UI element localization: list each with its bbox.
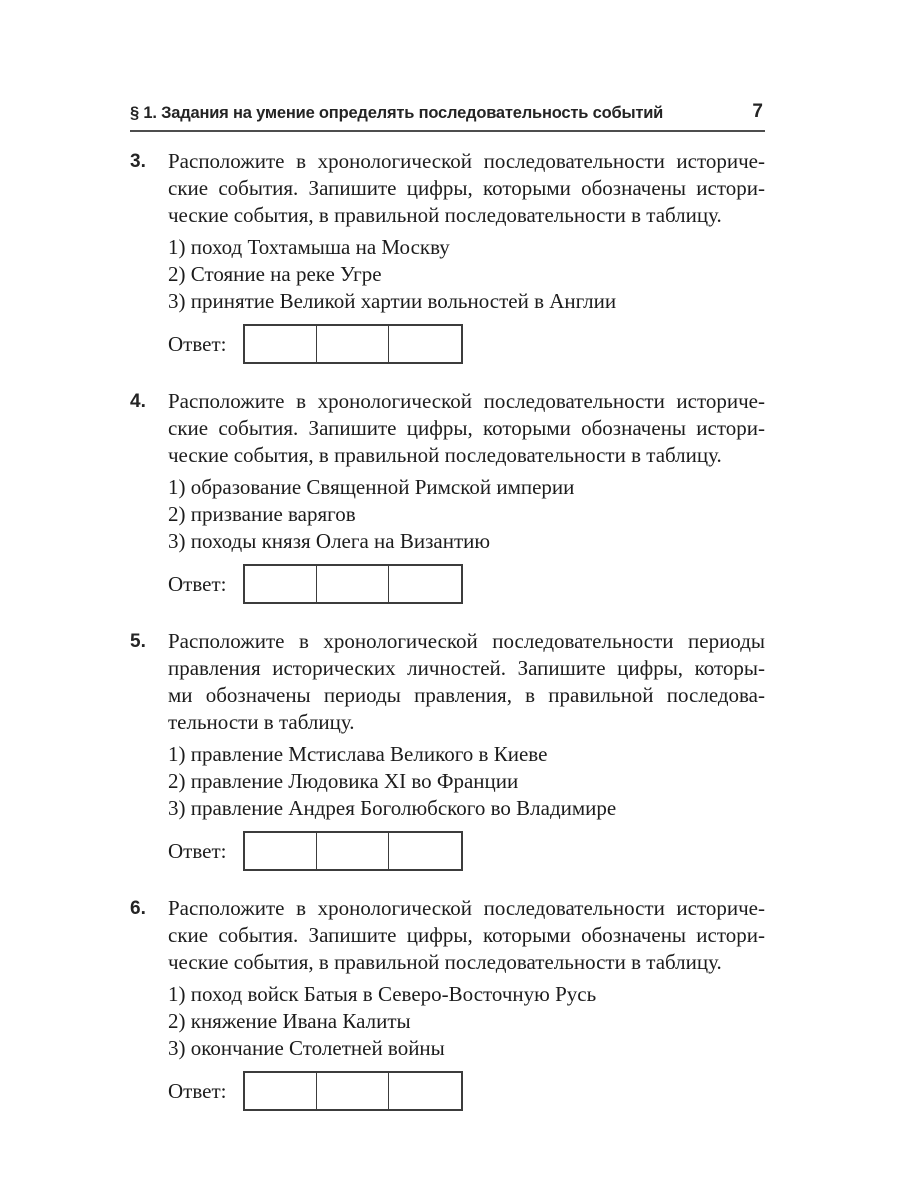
options-list [168, 981, 765, 1062]
option-item: 2) Стояние на реке Угре [168, 262, 382, 286]
answer-cell[interactable] [317, 326, 389, 362]
instruction-line: ческие события, в правильной последовательности в таблицу. [168, 203, 722, 227]
instruction-line: ские события. Запишите цифры, которыми обозначены истори- [168, 176, 765, 200]
page-header [130, 101, 765, 132]
answer-table [243, 324, 463, 364]
answer-label: Ответ: [168, 571, 227, 596]
task-instruction [168, 388, 765, 469]
instruction-line: ческие события, в правильной последовательности в таблицу. [168, 443, 722, 467]
answer-cell[interactable] [389, 326, 461, 362]
task-number: 4. [130, 391, 146, 412]
instruction-line: Расположите в хронологической последовательности периоды [168, 629, 765, 653]
task-number: 5. [130, 631, 146, 652]
task-4 [130, 388, 765, 604]
tasks-list [130, 148, 765, 1111]
answer-label: Ответ: [168, 1078, 227, 1103]
instruction-line: ские события. Запишите цифры, которыми обозначены истори- [168, 416, 765, 440]
answer-row [168, 324, 765, 364]
answer-label: Ответ: [168, 838, 227, 863]
task-5 [130, 628, 765, 871]
option-item: 3) правление Андрея Боголюбского во Владимире [168, 796, 617, 820]
answer-table [243, 564, 463, 604]
task-6 [130, 895, 765, 1111]
option-item: 2) правление Людовика XI во Франции [168, 769, 519, 793]
task-body [168, 148, 765, 364]
answer-table [243, 831, 463, 871]
task-number: 3. [130, 151, 146, 172]
answer-cell[interactable] [317, 566, 389, 602]
task-instruction [168, 895, 765, 976]
task-number: 6. [130, 898, 146, 919]
options-list [168, 741, 765, 822]
option-item: 3) окончание Столетней войны [168, 1036, 445, 1060]
option-item: 2) призвание варягов [168, 502, 356, 526]
instruction-line: Расположите в хронологической последовательности историче- [168, 389, 765, 413]
instruction-line: Расположите в хронологической последовательности историче- [168, 896, 765, 920]
answer-table [243, 1071, 463, 1111]
task-instruction [168, 148, 765, 229]
options-list [168, 474, 765, 555]
answer-cell[interactable] [389, 566, 461, 602]
answer-label: Ответ: [168, 331, 227, 356]
task-body [168, 628, 765, 871]
answer-cell[interactable] [389, 833, 461, 869]
option-item: 3) принятие Великой хартии вольностей в Англии [168, 289, 617, 313]
section-title: § 1. Задания на умение определять последовательность событий [130, 104, 664, 122]
answer-cell[interactable] [317, 1073, 389, 1109]
option-item: 2) княжение Ивана Калиты [168, 1009, 411, 1033]
instruction-line: ческие события, в правильной последовательности в таблицу. [168, 950, 722, 974]
answer-row [168, 564, 765, 604]
instruction-line: ские события. Запишите цифры, которыми обозначены истори- [168, 923, 765, 947]
task-body [168, 895, 765, 1111]
answer-cell[interactable] [317, 833, 389, 869]
option-item: 1) поход войск Батыя в Северо-Восточную Русь [168, 982, 597, 1006]
option-item: 1) правление Мстислава Великого в Киеве [168, 742, 548, 766]
answer-cell[interactable] [389, 1073, 461, 1109]
instruction-line: ми обозначены периоды правления, в правильной последова- [168, 683, 765, 707]
instruction-line: правления исторических личностей. Запишите цифры, которы- [168, 656, 765, 680]
instruction-line: Расположите в хронологической последовательности историче- [168, 149, 765, 173]
option-item: 3) походы князя Олега на Византию [168, 529, 491, 553]
answer-cell[interactable] [245, 1073, 317, 1109]
option-item: 1) поход Тохтамыша на Москву [168, 235, 450, 259]
page-number: 7 [752, 101, 763, 122]
answer-row [168, 1071, 765, 1111]
answer-cell[interactable] [245, 326, 317, 362]
options-list [168, 234, 765, 315]
answer-row [168, 831, 765, 871]
option-item: 1) образование Священной Римской империи [168, 475, 575, 499]
task-instruction [168, 628, 765, 736]
answer-cell[interactable] [245, 833, 317, 869]
task-3 [130, 148, 765, 364]
answer-cell[interactable] [245, 566, 317, 602]
task-body [168, 388, 765, 604]
instruction-line: тельности в таблицу. [168, 710, 355, 734]
